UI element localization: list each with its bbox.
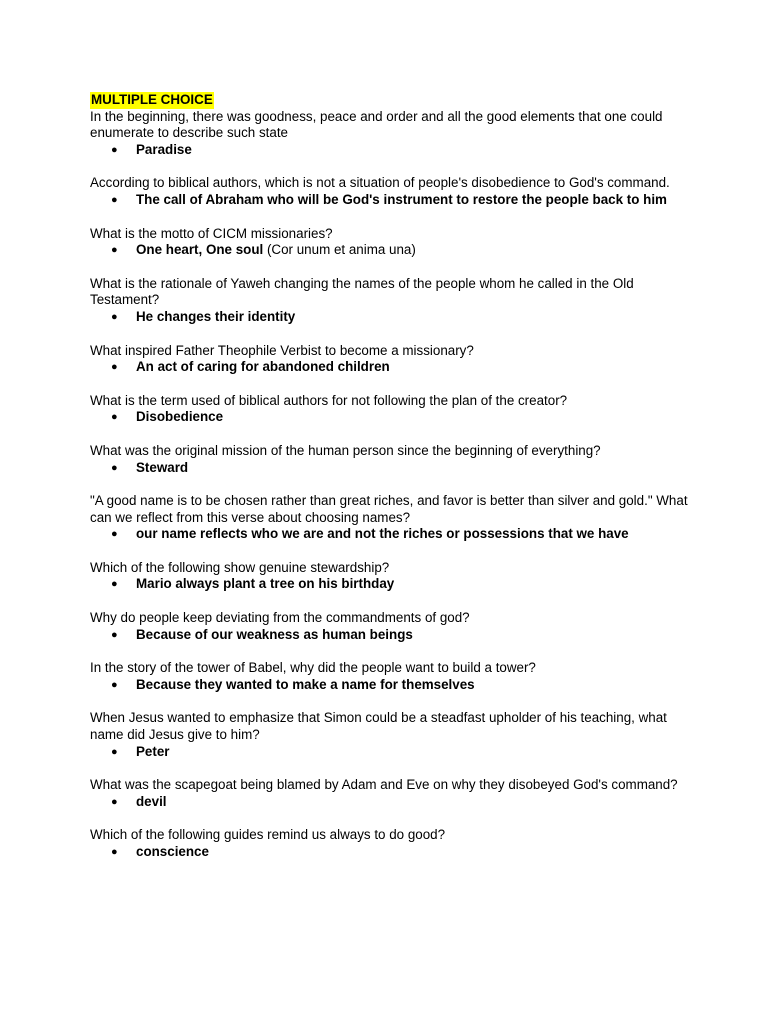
question-block xyxy=(90,710,690,760)
answer-item xyxy=(90,844,690,861)
question-text: What is the term used of biblical authors for not following the plan of the creator? xyxy=(90,392,568,408)
answer-list xyxy=(90,794,690,811)
question-text: Why do people keep deviating from the commandments of god? xyxy=(90,610,470,626)
bullet-icon: ● xyxy=(111,244,118,257)
answer-list xyxy=(90,359,690,376)
answer-item xyxy=(90,359,690,376)
multiple-choice-heading: MULTIPLE CHOICE xyxy=(91,92,213,107)
answer-item xyxy=(90,794,690,811)
answer-item xyxy=(90,526,690,543)
question-block xyxy=(90,610,690,643)
bullet-icon: ● xyxy=(111,361,118,374)
bullet-icon: ● xyxy=(111,628,118,641)
bullet-icon: ● xyxy=(111,461,118,474)
answer-text: Disobedience xyxy=(136,409,224,425)
question-block xyxy=(90,777,690,810)
answer-text: Because of our weakness as human beings xyxy=(136,626,413,642)
question-block xyxy=(90,443,690,476)
answer-text: our name reflects who we are and not the riches or possessions that we have xyxy=(136,526,629,542)
answer-list xyxy=(90,242,690,259)
answer-text: devil xyxy=(136,793,167,809)
answer-text: One heart, One soul xyxy=(136,242,264,258)
answer-text: conscience xyxy=(136,844,209,859)
bullet-icon: ● xyxy=(111,795,118,808)
answer-text: He changes their identity xyxy=(136,308,296,324)
question-block xyxy=(90,393,690,426)
question-text: According to biblical authors, which is not a situation of people's disobedience to God's command. xyxy=(90,175,670,191)
question-block xyxy=(90,226,690,259)
answer-item xyxy=(90,142,690,159)
bullet-icon: ● xyxy=(111,193,118,206)
question-text: Which of the following guides remind us always to do good? xyxy=(90,827,446,843)
answer-list xyxy=(90,844,690,861)
question-block xyxy=(90,560,690,593)
answer-text: An act of caring for abandoned children xyxy=(136,359,390,375)
question-text: What is the motto of CICM missionaries? xyxy=(90,225,333,241)
answer-list xyxy=(90,627,690,644)
answer-item xyxy=(90,744,690,761)
answer-list xyxy=(90,460,690,477)
answer-list xyxy=(90,309,690,326)
question-text: Which of the following show genuine stewardship? xyxy=(90,559,390,575)
answer-item xyxy=(90,576,690,593)
question-text: What was the original mission of the human person since the beginning of everything? xyxy=(90,442,601,458)
answer-item xyxy=(90,460,690,477)
answer-list xyxy=(90,744,690,761)
question-block xyxy=(90,827,690,860)
answer-item xyxy=(90,677,690,694)
document-page xyxy=(90,92,690,878)
answer-list xyxy=(90,576,690,593)
question-block xyxy=(90,660,690,693)
answer-item xyxy=(90,627,690,644)
answer-text: The call of Abraham who will be God's instrument to restore the people back to him xyxy=(136,191,667,207)
answer-list xyxy=(90,192,690,209)
section-heading xyxy=(90,92,690,109)
bullet-icon: ● xyxy=(111,745,118,758)
question-text: "A good name is to be chosen rather than great riches, and favor is better than silver and gold." What can we reflect from this verse about choosing names? xyxy=(90,493,688,525)
bullet-icon: ● xyxy=(111,678,118,691)
answer-text: Because they wanted to make a name for themselves xyxy=(136,676,475,692)
question-block xyxy=(90,109,690,159)
question-block xyxy=(90,175,690,208)
question-text: What inspired Father Theophile Verbist to become a missionary? xyxy=(90,342,474,358)
question-text: In the beginning, there was goodness, peace and order and all the good elements that one could enumerate to describe such state xyxy=(90,108,663,141)
answer-text: Steward xyxy=(136,459,189,475)
answer-list xyxy=(90,677,690,694)
question-block xyxy=(90,493,690,543)
bullet-icon: ● xyxy=(111,578,118,591)
answer-list xyxy=(90,526,690,543)
answer-item xyxy=(90,242,690,259)
answer-item xyxy=(90,409,690,426)
bullet-icon: ● xyxy=(111,411,118,424)
answer-list xyxy=(90,142,690,159)
answer-list xyxy=(90,409,690,426)
answer-note: (Cor unum et anima una) xyxy=(263,242,416,258)
bullet-icon: ● xyxy=(111,310,118,323)
question-text: When Jesus wanted to emphasize that Simon could be a steadfast upholder of his teaching, what name did Jesus give to him? xyxy=(90,710,667,743)
bullet-icon: ● xyxy=(111,528,118,541)
answer-text: Mario always plant a tree on his birthday xyxy=(136,576,395,592)
question-text: What is the rationale of Yaweh changing the names of the people whom he called in the Old Testament? xyxy=(90,275,634,308)
question-block xyxy=(90,276,690,326)
bullet-icon: ● xyxy=(111,143,118,156)
answer-text: Peter xyxy=(136,743,170,759)
answer-item xyxy=(90,309,690,326)
question-block xyxy=(90,343,690,376)
question-text: What was the scapegoat being blamed by Adam and Eve on why they disobeyed God's command? xyxy=(90,777,678,793)
bullet-icon: ● xyxy=(111,846,118,858)
answer-item xyxy=(90,192,690,209)
answer-text: Paradise xyxy=(136,141,192,157)
question-text: In the story of the tower of Babel, why did the people want to build a tower? xyxy=(90,660,536,676)
